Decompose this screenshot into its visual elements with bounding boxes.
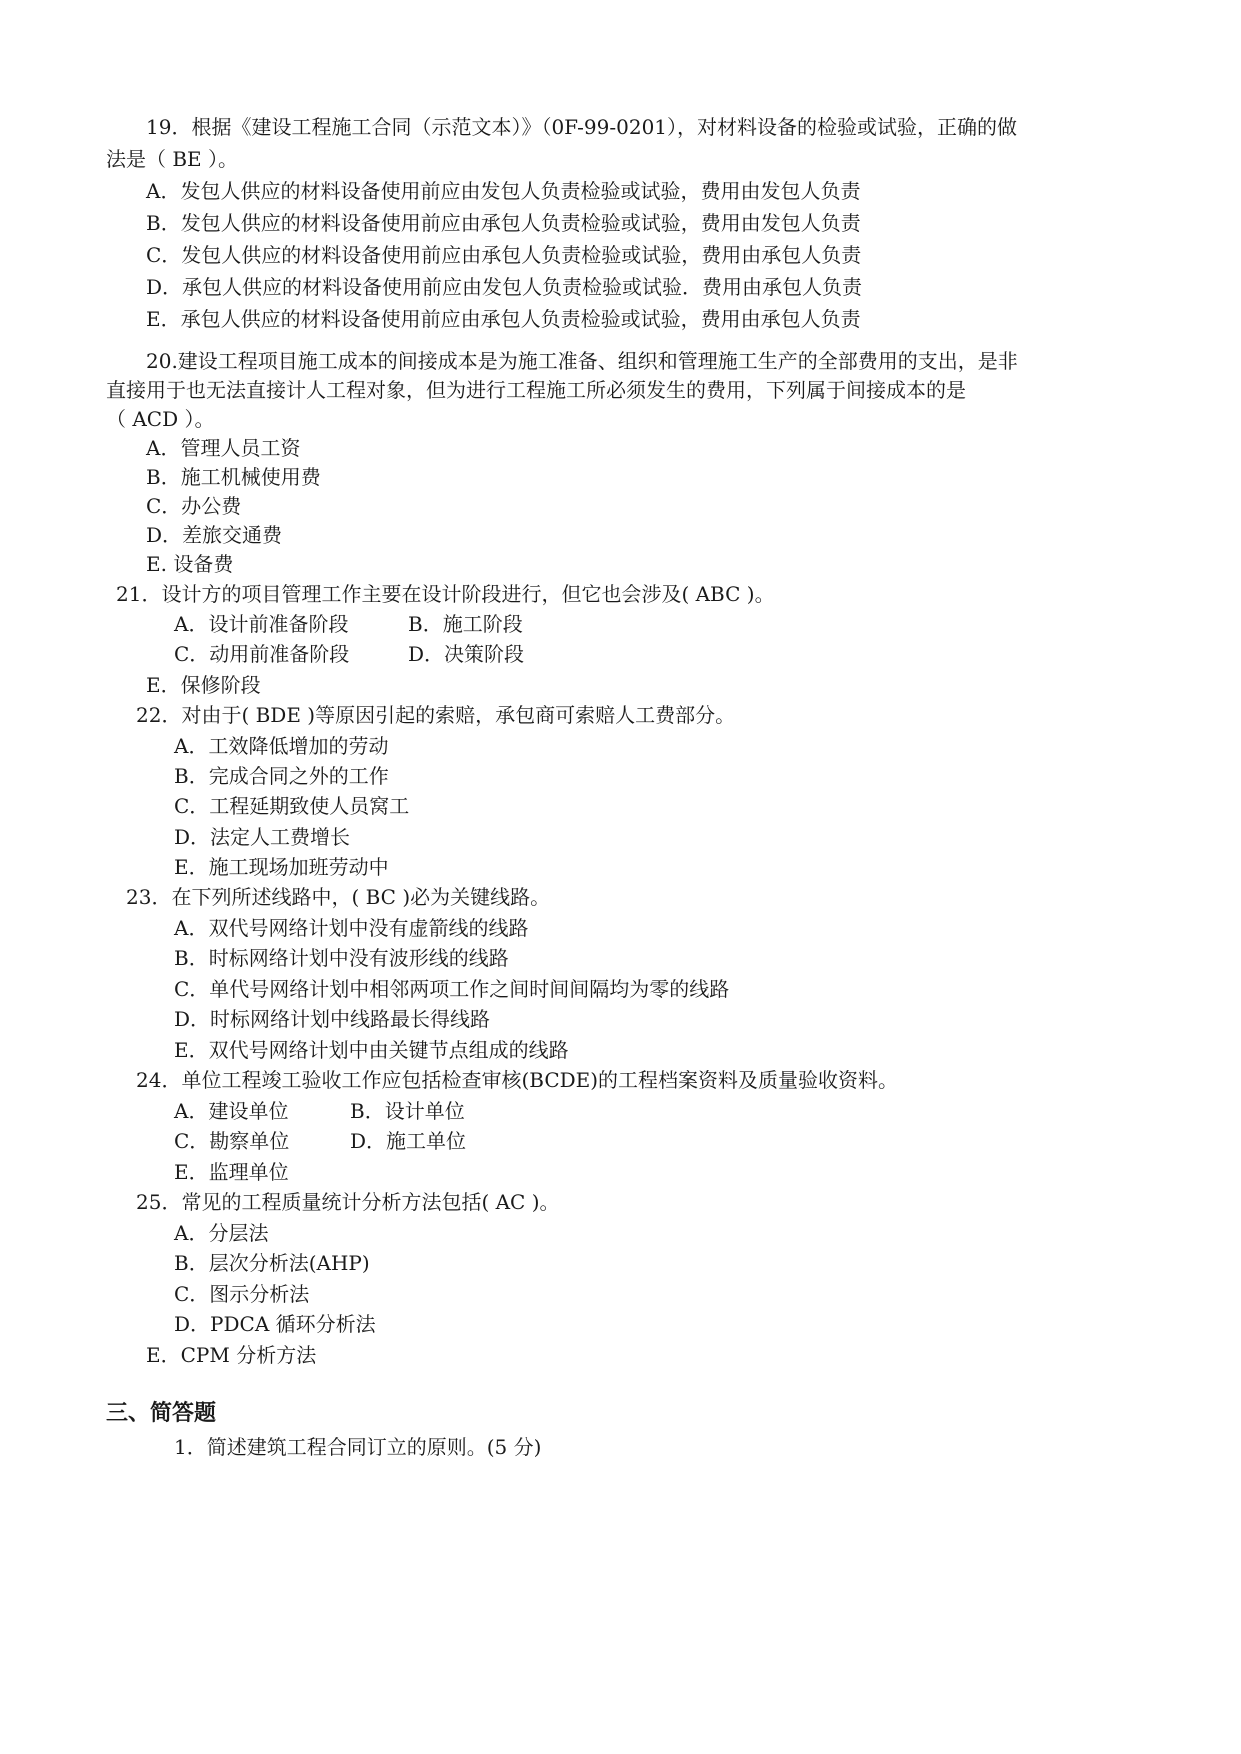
q22-option-d: D．法定人工费增长 <box>174 825 351 849</box>
q24-option-e: E．监理单位 <box>174 1160 289 1184</box>
q23-stem: 23．在下列所述线路中，( BC )必为关键线路。 <box>126 885 551 909</box>
section3-question-1: 1．简述建筑工程合同订立的原则。(5 分) <box>174 1435 542 1459</box>
q24-option-b: B．设计单位 <box>350 1099 465 1123</box>
q21-option-e: E．保修阶段 <box>146 673 261 697</box>
q24-option-a: A．建设单位 <box>174 1099 289 1123</box>
q20-option-a: A．管理人员工资 <box>146 436 301 460</box>
q22-option-c: C．工程延期致使人员窝工 <box>174 794 410 818</box>
q20-option-c: C．办公费 <box>146 494 242 518</box>
q19-stem-line2: 法是（ BE ）。 <box>106 147 239 171</box>
q22-option-a: A．工效降低增加的劳动 <box>174 734 389 758</box>
q25-option-c: C．图示分析法 <box>174 1282 310 1306</box>
q23-option-e: E．双代号网络计划中由关键节点组成的线路 <box>174 1038 569 1062</box>
q20-stem-line2: 直接用于也无法直接计人工程对象，但为进行工程施工所必须发生的费用，下列属于间接成本的是 <box>106 378 966 402</box>
q22-option-b: B．完成合同之外的工作 <box>174 764 389 788</box>
q25-option-b: B．层次分析法(AHP) <box>174 1251 370 1275</box>
q25-option-e: E．CPM 分析方法 <box>146 1343 317 1367</box>
q19-stem-line1: 19．根据《建设工程施工合同（示范文本）》（0F-99-0201），对材料设备的检验或试验，正确的做 <box>146 115 1018 139</box>
q19-option-d: D．承包人供应的材料设备使用前应由发包人负责检验或试验．费用由承包人负责 <box>146 275 863 299</box>
q19-option-a: A．发包人供应的材料设备使用前应由发包人负责检验或试验，费用由发包人负责 <box>146 179 861 203</box>
q21-option-d: D．决策阶段 <box>408 642 525 666</box>
q20-stem-line1: 20.建设工程项目施工成本的间接成本是为施工准备、组织和管理施工生产的全部费用的支出，是非 <box>146 349 1018 373</box>
q25-option-a: A．分层法 <box>174 1221 269 1245</box>
q23-option-a: A．双代号网络计划中没有虚箭线的线路 <box>174 916 529 940</box>
q20-stem-line3: （ ACD ）。 <box>106 407 215 431</box>
q23-option-d: D．时标网络计划中线路最长得线路 <box>174 1007 491 1031</box>
q21-option-c: C．动用前准备阶段 <box>174 642 350 666</box>
q23-option-b: B．时标网络计划中没有波形线的线路 <box>174 946 509 970</box>
q23-option-c: C．单代号网络计划中相邻两项工作之间时间间隔均为零的线路 <box>174 977 730 1001</box>
q24-stem: 24．单位工程竣工验收工作应包括检查审核(BCDE)的工程档案资料及质量验收资料。 <box>136 1068 899 1092</box>
q24-option-d: D．施工单位 <box>350 1129 467 1153</box>
q22-stem: 22．对由于( BDE )等原因引起的索赔，承包商可索赔人工费部分。 <box>136 703 736 727</box>
q19-option-e: E．承包人供应的材料设备使用前应由承包人负责检验或试验，费用由承包人负责 <box>146 307 861 331</box>
q21-stem: 21．设计方的项目管理工作主要在设计阶段进行，但它也会涉及( ABC )。 <box>116 582 775 606</box>
q20-option-d: D．差旅交通费 <box>146 523 283 547</box>
q25-stem: 25．常见的工程质量统计分析方法包括( AC )。 <box>136 1190 560 1214</box>
q25-option-d: D．PDCA 循环分析法 <box>174 1312 376 1336</box>
q22-option-e: E．施工现场加班劳动中 <box>174 855 389 879</box>
q19-option-c: C．发包人供应的材料设备使用前应由承包人负责检验或试验，费用由承包人负责 <box>146 243 862 267</box>
section-heading: 三、简答题 <box>106 1401 217 1426</box>
q21-option-a: A．设计前准备阶段 <box>174 612 349 636</box>
q20-option-e: E. 设备费 <box>146 552 234 576</box>
q21-option-b: B．施工阶段 <box>408 612 523 636</box>
q19-option-b: B．发包人供应的材料设备使用前应由承包人负责检验或试验，费用由发包人负责 <box>146 211 861 235</box>
q20-option-b: B．施工机械使用费 <box>146 465 321 489</box>
q24-option-c: C．勘察单位 <box>174 1129 290 1153</box>
